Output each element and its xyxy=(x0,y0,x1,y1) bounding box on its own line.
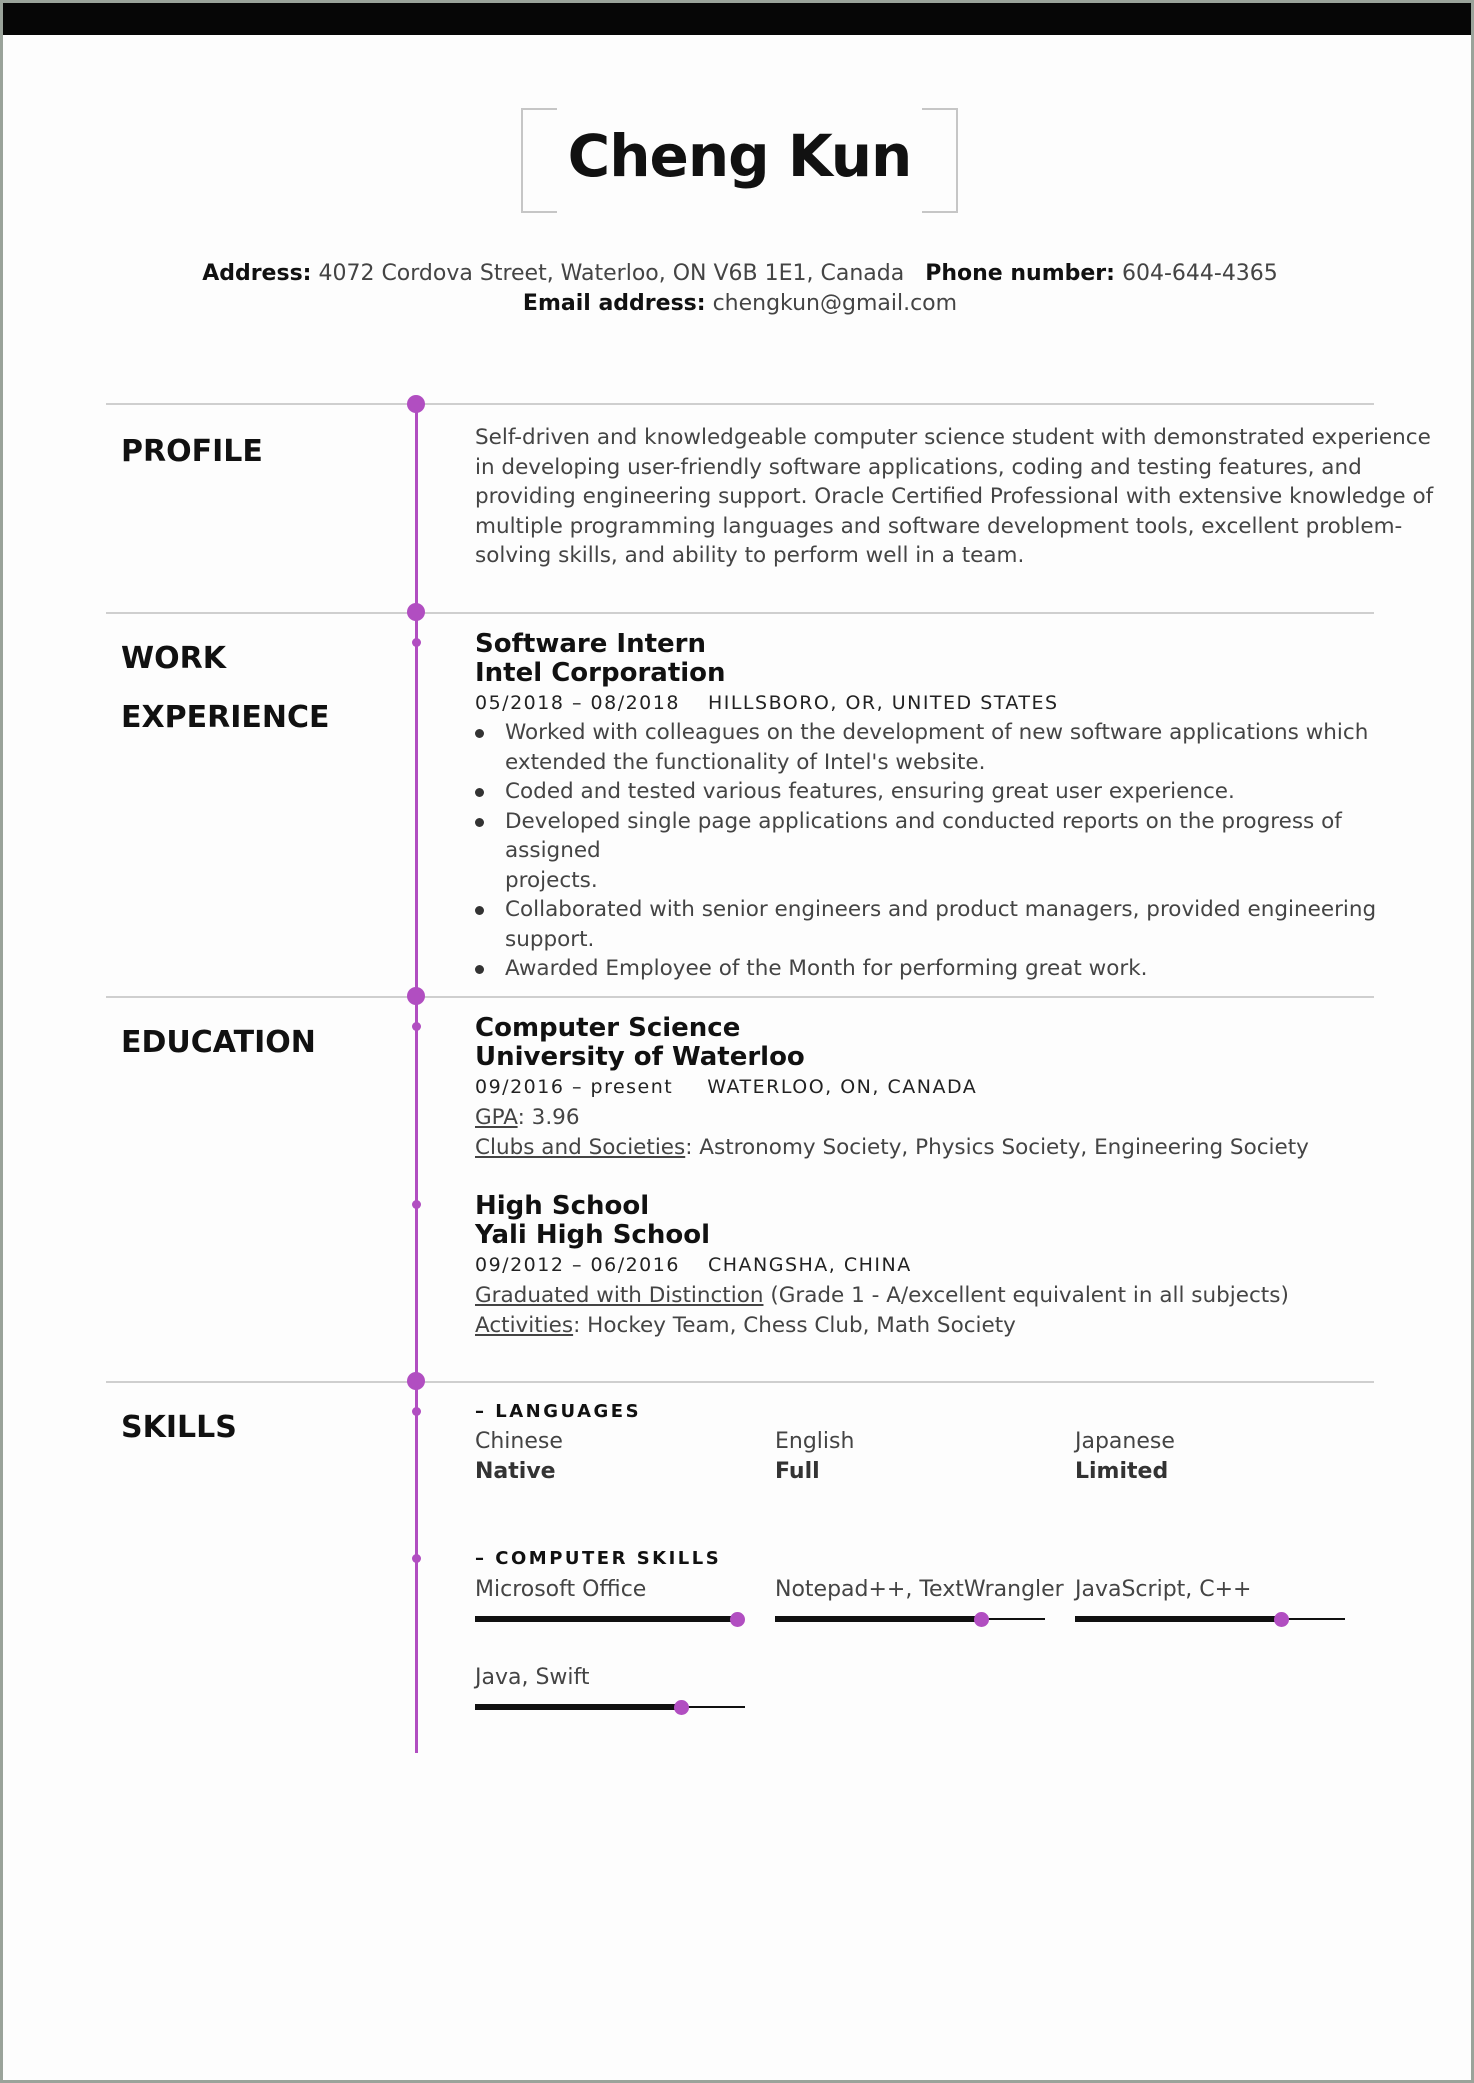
list-item: Worked with colleagues on the development of new software applications which extended the functionality of Intel's website. xyxy=(475,718,1385,777)
language-name: Chinese xyxy=(475,1429,563,1454)
skill-level-bar xyxy=(1075,1612,1345,1626)
list-item: Coded and tested various features, ensuring great user experience. xyxy=(475,777,1385,807)
email-label: Email address: xyxy=(522,291,706,316)
skill-level-bar xyxy=(775,1612,1045,1626)
timeline-dot xyxy=(407,395,425,413)
language-level: Full xyxy=(775,1459,820,1484)
timeline-dot-small xyxy=(412,1200,421,1209)
edu-meta: 09/2016 – present WATERLOO, ON, CANADA xyxy=(475,1076,978,1098)
job-bullets xyxy=(475,718,1385,984)
computer-skills-heading: – COMPUTER SKILLS xyxy=(475,1548,722,1569)
language-name: Japanese xyxy=(1075,1429,1175,1454)
language-name: English xyxy=(775,1429,855,1454)
timeline-dot xyxy=(407,603,425,621)
name-frame xyxy=(521,108,958,213)
section-title-education: EDUCATION xyxy=(121,1025,316,1060)
skill-name: Notepad++, TextWrangler xyxy=(775,1577,1064,1602)
section-title-work: WORK EXPERIENCE xyxy=(121,641,330,735)
skill-level-bar xyxy=(475,1612,745,1626)
phone-label: Phone number: xyxy=(925,261,1115,286)
phone-value: 604-644-4365 xyxy=(1121,261,1278,286)
skill-level-knob xyxy=(974,1612,989,1627)
skill-name: JavaScript, C++ xyxy=(1075,1577,1252,1602)
timeline-dot-small xyxy=(412,1407,421,1416)
section-divider xyxy=(106,996,1374,998)
timeline-dot-small xyxy=(412,638,421,647)
company-name: Intel Corporation xyxy=(475,658,726,688)
job-meta xyxy=(475,692,1059,714)
section-title-profile: PROFILE xyxy=(121,434,263,469)
address-value: 4072 Cordova Street, Waterloo, ON V6B 1E1, Canada xyxy=(318,261,905,286)
section-divider xyxy=(106,403,1374,405)
job-location: HILLSBORO, OR, UNITED STATES xyxy=(707,692,1059,714)
school: University of Waterloo xyxy=(475,1042,805,1072)
language-level: Limited xyxy=(1075,1459,1169,1484)
list-item: Collaborated with senior engineers and product managers, provided engineering support. xyxy=(475,895,1385,954)
contact-line-2 xyxy=(3,291,1474,316)
edu-clubs: Clubs and Societies: Astronomy Society, Physics Society, Engineering Society xyxy=(475,1135,1309,1160)
degree: High School xyxy=(475,1191,650,1221)
skill-name: Java, Swift xyxy=(475,1665,590,1690)
school: Yali High School xyxy=(475,1220,710,1250)
edu-gpa: GPA: 3.96 xyxy=(475,1105,580,1130)
job-dates: 05/2018 – 08/2018 xyxy=(475,692,680,714)
candidate-name: Cheng Kun xyxy=(567,122,912,190)
email-value: chengkun@gmail.com xyxy=(712,291,958,316)
list-item: Developed single page applications and conducted reports on the progress of assigned projects. xyxy=(475,807,1385,896)
skill-level-knob xyxy=(674,1700,689,1715)
skill-level-knob xyxy=(730,1612,745,1627)
top-bar xyxy=(3,3,1474,35)
job-title: Software Intern xyxy=(475,629,706,659)
section-divider xyxy=(106,1381,1374,1383)
edu-activities: Activities: Hockey Team, Chess Club, Math Society xyxy=(475,1313,1016,1338)
timeline-dot xyxy=(407,1372,425,1390)
degree: Computer Science xyxy=(475,1013,741,1043)
address-label: Address: xyxy=(202,261,312,286)
language-level: Native xyxy=(475,1459,556,1484)
profile-text: Self-driven and knowledgeable computer science student with demonstrated experience in developing user-friendly software applications, coding and testing features, and providing engineering support. Oracle Certified Professional with extensive knowledge of multiple programming languages and software development tools, excellent problem- solving skills, and ability to perform well in a team. xyxy=(475,425,1434,568)
section-divider xyxy=(106,612,1374,614)
timeline-dot-small xyxy=(412,1554,421,1563)
skill-level-knob xyxy=(1274,1612,1289,1627)
skill-name: Microsoft Office xyxy=(475,1577,647,1602)
contact-line-1 xyxy=(3,261,1474,286)
skill-level-bar xyxy=(475,1700,745,1714)
timeline-dot-small xyxy=(412,1022,421,1031)
edu-distinction: Graduated with Distinction (Grade 1 - A/excellent equivalent in all subjects) xyxy=(475,1283,1289,1308)
section-title-skills: SKILLS xyxy=(121,1410,237,1445)
list-item: Awarded Employee of the Month for performing great work. xyxy=(475,954,1385,984)
edu-meta: 09/2012 – 06/2016 CHANGSHA, CHINA xyxy=(475,1254,912,1276)
languages-heading: – LANGUAGES xyxy=(475,1401,642,1422)
timeline-dot xyxy=(407,987,425,1005)
